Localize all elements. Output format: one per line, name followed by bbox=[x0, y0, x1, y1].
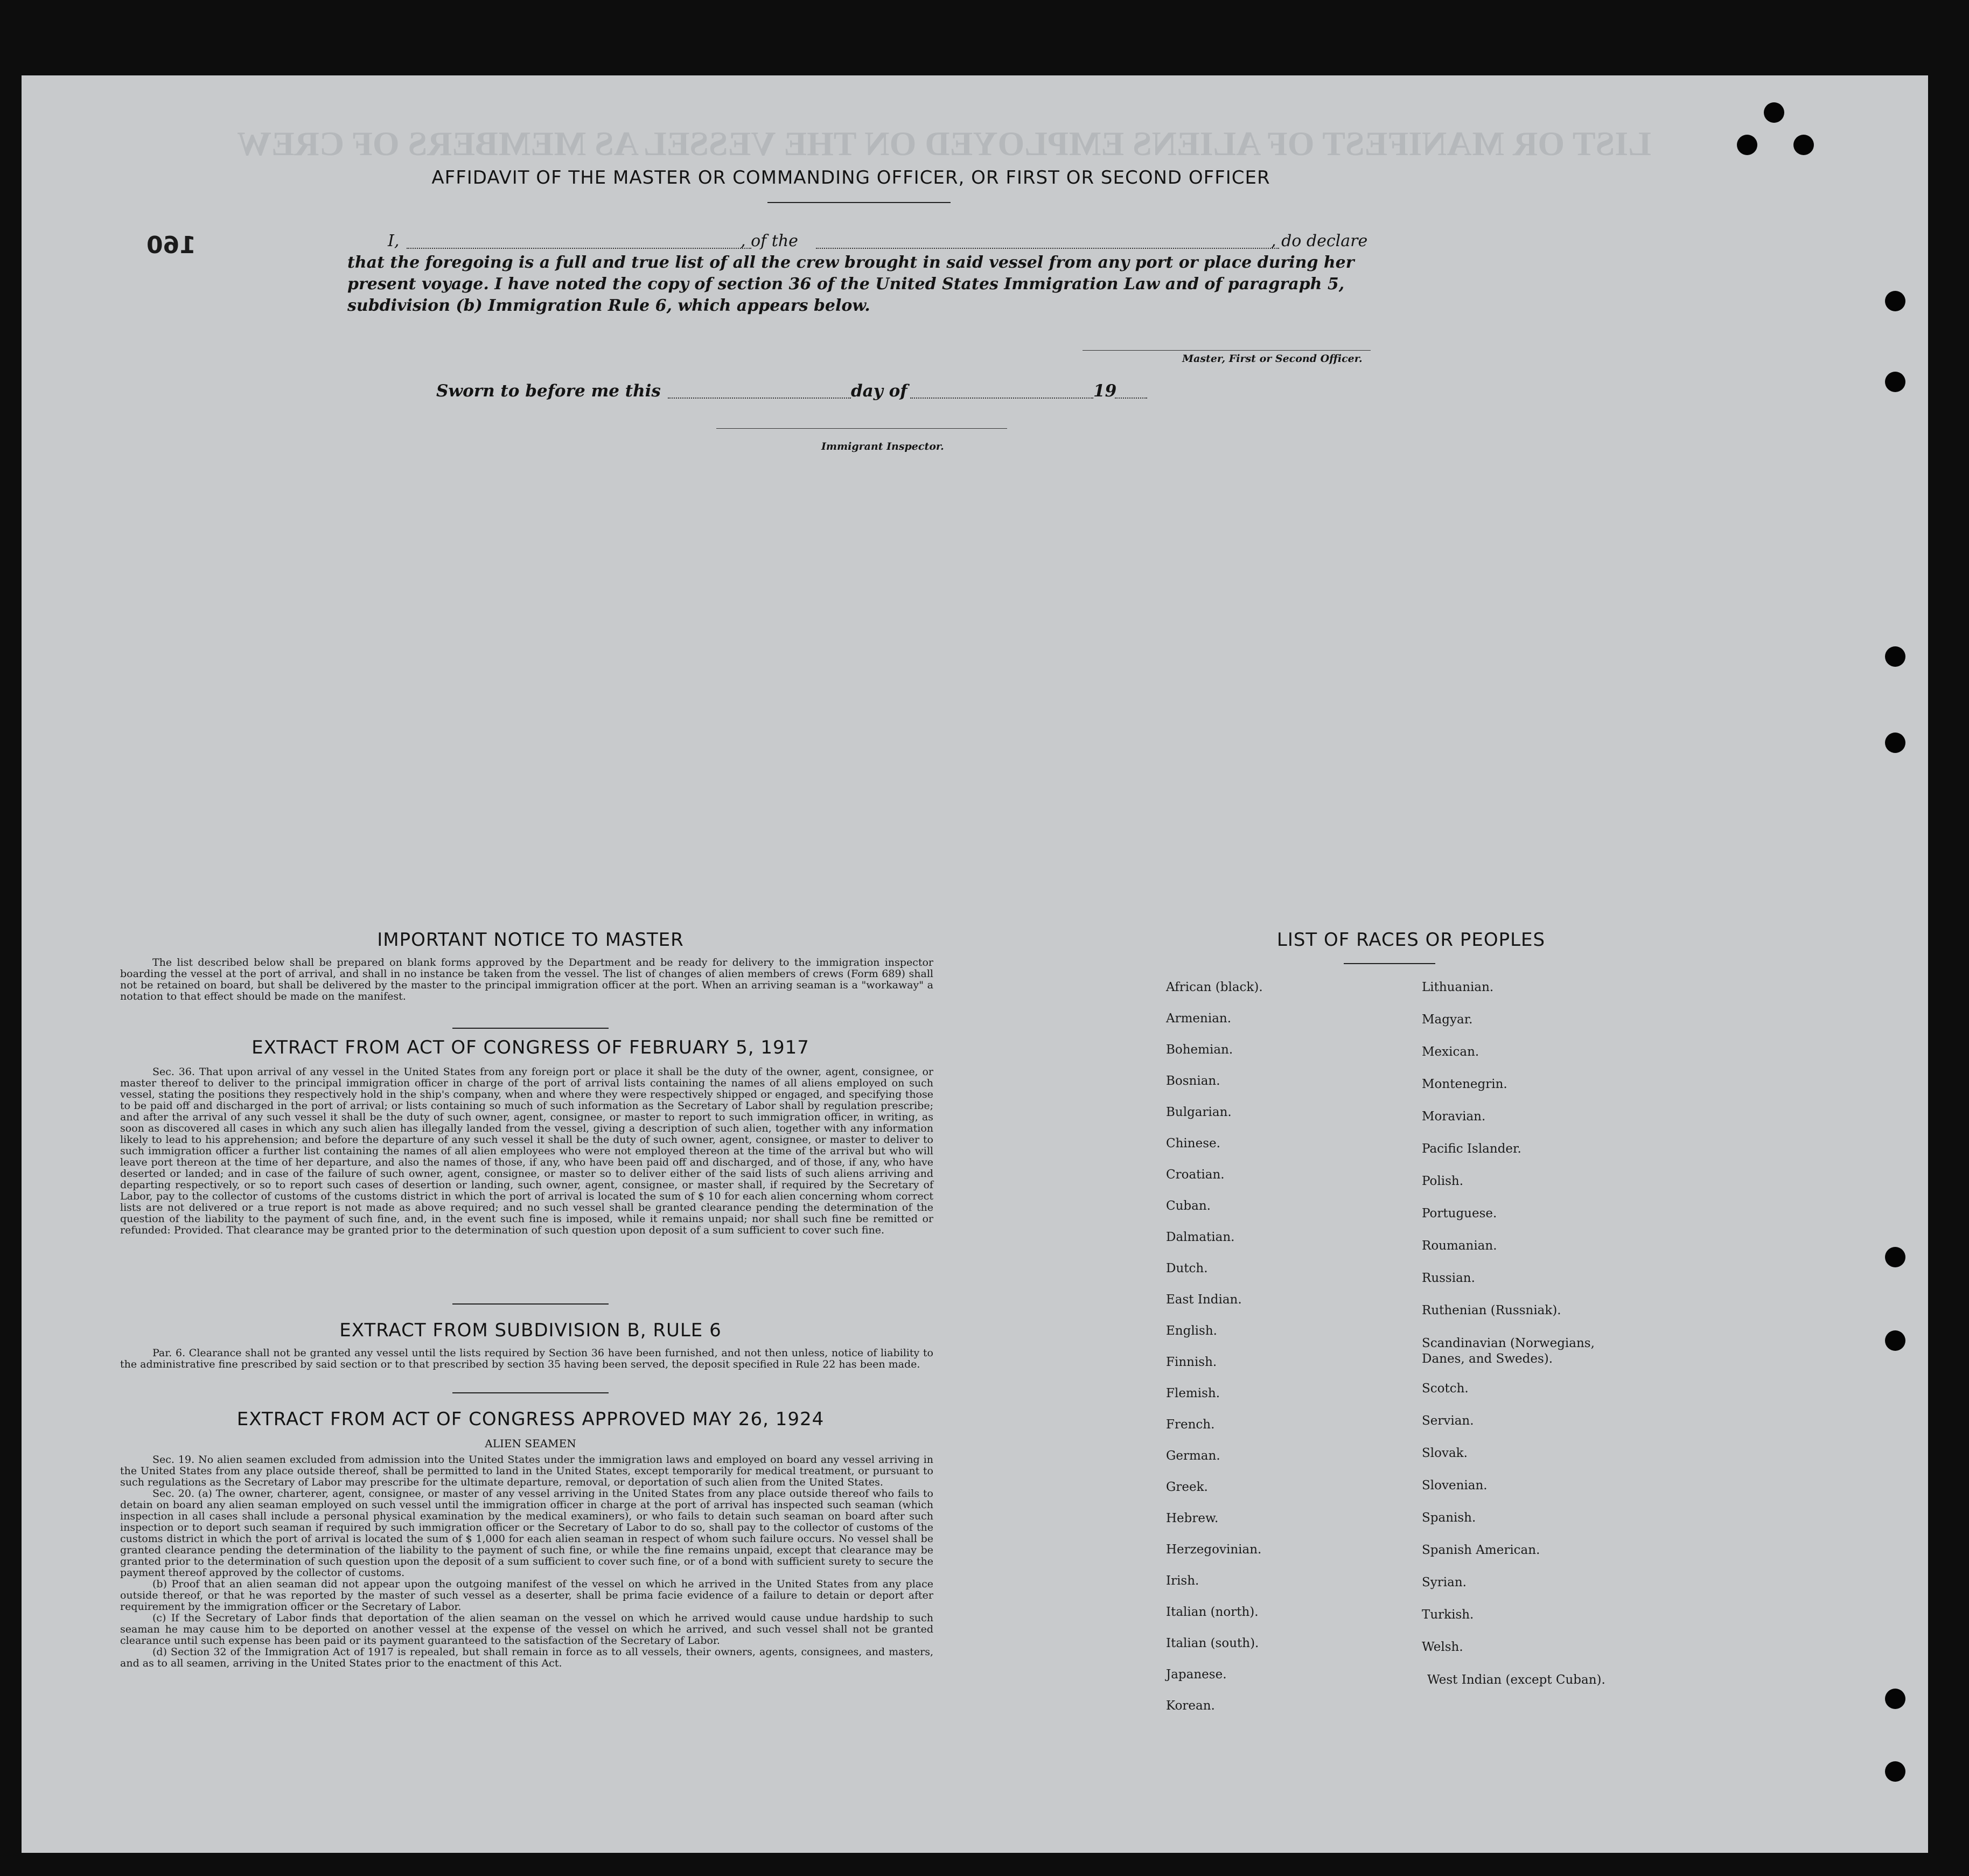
race-item: Russian. bbox=[1422, 1271, 1475, 1285]
affidavit-of-the-label: , of the bbox=[741, 232, 798, 250]
race-item: Bosnian. bbox=[1166, 1074, 1220, 1088]
race-item: Bohemian. bbox=[1166, 1043, 1233, 1057]
race-item: Syrian. bbox=[1422, 1575, 1467, 1589]
race-item: Japanese. bbox=[1166, 1668, 1227, 1682]
race-item: Turkish. bbox=[1422, 1608, 1474, 1622]
race-item: English. bbox=[1166, 1324, 1217, 1338]
race-item: Korean. bbox=[1166, 1699, 1215, 1713]
race-item: Portuguese. bbox=[1422, 1207, 1497, 1221]
day-of-label: day of bbox=[851, 381, 907, 401]
race-item: Servian. bbox=[1422, 1414, 1474, 1428]
race-item: Italian (north). bbox=[1166, 1605, 1259, 1619]
punch-hole bbox=[1737, 135, 1757, 155]
race-item: West Indian (except Cuban). bbox=[1427, 1673, 1605, 1687]
race-item: Irish. bbox=[1166, 1574, 1199, 1588]
race-item: Polish. bbox=[1422, 1174, 1464, 1188]
affidavit-i-label: I, bbox=[388, 232, 400, 250]
race-item: Mexican. bbox=[1422, 1045, 1479, 1059]
race-item: Dalmatian. bbox=[1166, 1230, 1235, 1244]
notice-heading: IMPORTANT NOTICE TO MASTER bbox=[377, 929, 684, 951]
race-item: Lithuanian. bbox=[1422, 980, 1494, 994]
notice-text: The list described below shall be prepared on blank forms approved by the Department and be ready for delivery to the immigration inspector boarding the vessel at the port of arrival, and shall in no instance be taken from the vessel. The list of changes of alien members of crews (Form 689) shall not be retained on board, but shall be delivered by the master to the principal immigration officer at the port. When an arriving seaman is a "workaway" a notation to that effect should be made on the manifest. bbox=[120, 957, 933, 1002]
race-item: Spanish American. bbox=[1422, 1543, 1540, 1557]
sworn-month-blank[interactable] bbox=[910, 397, 1093, 399]
race-item: Greek. bbox=[1166, 1480, 1208, 1494]
race-item: Bulgarian. bbox=[1166, 1105, 1232, 1119]
race-item: Finnish. bbox=[1166, 1355, 1217, 1369]
race-item: Armenian. bbox=[1166, 1012, 1232, 1026]
punch-hole bbox=[1764, 102, 1784, 123]
extract-rule6-text: Par. 6. Clearance shall not be granted any vessel until the lists required by Section 36 have been furnished, and not then unless, notice of liability to the administrative fine prescribed by said section or to that prescribed by section 35 having been served, the deposit specified in Rule 22 has been made. bbox=[120, 1347, 933, 1370]
race-item: Montenegrin. bbox=[1422, 1077, 1507, 1091]
extract-rule6-heading: EXTRACT FROM SUBDIVISION B, RULE 6 bbox=[339, 1320, 722, 1341]
page-number: 160 bbox=[146, 232, 196, 259]
extract-1917-divider bbox=[452, 1028, 609, 1029]
affidavit-line-1: that the foregoing is a full and true list of all the crew brought in said vessel from any port or place during her bbox=[347, 253, 1354, 272]
extract-1924-body bbox=[120, 1454, 933, 1669]
sec-20a-text: Sec. 20. (a) The owner, charterer, agent, consignee, or master of any vessel arriving in the United States from any place outside thereof who fails to detain on board any alien seaman employed on such vessel until the immigration officer in charge at the port of arrival has inspected such seaman (which inspection in all cases shall include a personal physical examination by the medical examiners), or who fails to detain such seaman on board after such inspection or to deport such seaman if required by such immigration officer or the Secretary of Labor to do so, shall pay to the collector of customs of the customs district in which the port of arrival is located the sum of $ 1,000 for each alien seaman in respect of whom such failure occurs. No vessel shall be granted clearance pending the determination of the liability to the payment of such fine, or while the fine remains unpaid, except that clearance may be granted prior to the determination of such question upon the deposit of a sum sufficient to cover such fine, or of a bond with sufficient surety to secure the payment thereof approved by the collector of customs. bbox=[120, 1488, 933, 1579]
sec-20b-text: (b) Proof that an alien seaman did not appear upon the outgoing manifest of the vessel on which he arrived in the United States from any place outside thereof, or that he was reported by the master of such vessel as a deserter, shall be prima facie evidence of a failure to detain or deport after requirement by the immigration officer or the Secretary of Labor. bbox=[120, 1578, 933, 1613]
punch-hole bbox=[1885, 1689, 1905, 1709]
master-signature-label: Master, First or Second Officer. bbox=[1182, 353, 1363, 365]
race-item: Magyar. bbox=[1422, 1013, 1473, 1027]
vessel-blank[interactable] bbox=[816, 248, 1279, 249]
extract-1917-text: Sec. 36. That upon arrival of any vessel in the United States from any foreign port or place it shall be the duty of the owner, agent, consignee, or master thereof to deliver to the principal immigration officer in charge of the port of arrival lists containing the names of all aliens employed on such vessel, stating the positions they respectively hold in the ship's company, when and where they were respectively shipped or engaged, and specifying those to be paid off and discharged in the port of arrival; or lists containing so much of such information as the Secretary of Labor shall by regulation prescribe; and after the arrival of any such vessel it shall be the duty of such owner, agent, consignee, or master to report to such immigration officer, in writing, as soon as discovered all cases in which any such alien has illegally landed from the vessel, giving a description of such alien, together with any information likely to lead to his apprehension; and before the departure of any such vessel it shall be the duty of such owner, agent, consignee, or master to deliver to such immigration officer a further list containing the names of all alien employees who were not employed thereon at the time of the arrival but who will leave port thereon at the time of her departure, and also the names of those, if any, who have been paid off and discharged, and of those, if any, who have deserted or landed; and in case of the failure of such owner, agent, consignee, or master so to deliver either of the said lists of such aliens arriving and departing respectively, or so to report such cases of desertion or landing, such owner, agent, consignee, or master shall, if required by the Secretary of Labor, pay to the collector of customs of the customs district in which the port of arrival is located the sum of $ 10 for each alien concerning whom correct lists are not delivered or a true report is not made as above required; and no such vessel shall be granted clearance pending the determination of the question of the liability to the payment of such fine, and, in the event such fine is imposed, while it remains unpaid; nor shall such fine be remitted or refunded: Provided. That clearance may be granted prior to the determination of such question upon deposit of a sum sufficient to cover such fine. bbox=[120, 1066, 933, 1236]
sec-20c-text: (c) If the Secretary of Labor finds that deportation of the alien seaman on the vessel on which he arrived would cause undue hardship to such seaman he may cause him to be deported on another vessel at the expense of the vessel on which he arrived, and such vessel shall not be granted clearance until such expense has been paid or its payment guaranteed to the satisfaction of the Secretary of Labor. bbox=[120, 1612, 933, 1647]
alien-seamen-subheading: ALIEN SEAMEN bbox=[485, 1437, 576, 1450]
race-item: French. bbox=[1166, 1418, 1215, 1432]
sworn-label: Sworn to before me this bbox=[436, 381, 661, 401]
race-item: Herzegovinian. bbox=[1166, 1543, 1262, 1557]
race-item: Scandinavian (Norwegians, Danes, and Swedes). bbox=[1422, 1336, 1595, 1366]
affidavit-title: AFFIDAVIT OF THE MASTER OR COMMANDING OFFICER, OR FIRST OR SECOND OFFICER bbox=[431, 167, 1270, 189]
race-item: Hebrew. bbox=[1166, 1511, 1219, 1525]
punch-hole bbox=[1885, 372, 1905, 392]
race-item: Flemish. bbox=[1166, 1386, 1220, 1400]
inspector-label: Immigrant Inspector. bbox=[821, 441, 944, 452]
extract-1924-heading: EXTRACT FROM ACT OF CONGRESS APPROVED MAY 26, 1924 bbox=[236, 1408, 825, 1430]
race-item: Scotch. bbox=[1422, 1382, 1469, 1396]
bleed-through-header: LIST OR MANIFEST OF ALIENS EMPLOYED ON THE VESSEL AS MEMBERS OF CREW bbox=[237, 124, 1651, 163]
race-item: Welsh. bbox=[1422, 1640, 1463, 1654]
race-item: Chinese. bbox=[1166, 1136, 1220, 1150]
punch-hole bbox=[1885, 1247, 1905, 1267]
race-item: Slovak. bbox=[1422, 1446, 1468, 1460]
rule-6-divider bbox=[452, 1303, 609, 1305]
race-item: Croatian. bbox=[1166, 1168, 1225, 1182]
race-item: East Indian. bbox=[1166, 1293, 1242, 1307]
race-item: German. bbox=[1166, 1449, 1220, 1463]
race-item: Dutch. bbox=[1166, 1261, 1208, 1275]
race-item: Roumanian. bbox=[1422, 1239, 1497, 1253]
master-signature-line[interactable] bbox=[1083, 350, 1371, 351]
race-item: Cuban. bbox=[1166, 1199, 1211, 1213]
affidavit-line-3: subdivision (b) Immigration Rule 6, which appears below. bbox=[347, 296, 870, 315]
sworn-day-blank[interactable] bbox=[668, 397, 851, 399]
punch-hole bbox=[1885, 1761, 1905, 1782]
sec-19-text: Sec. 19. No alien seamen excluded from admission into the United States under the immigration laws and employed on board any vessel arriving in the United States from any place outside thereof, shall be permitted to land in the United States, except temporarily for medical treatment, or pursuant to such regulations as the Secretary of Labor may prescribe for the ultimate departure, removal, or deportation of such alien from the United States. bbox=[120, 1454, 933, 1488]
punch-hole bbox=[1885, 291, 1905, 311]
punch-hole bbox=[1885, 646, 1905, 667]
manifest-page bbox=[22, 75, 1928, 1853]
extract-1924-divider bbox=[452, 1392, 609, 1393]
race-item: Moravian. bbox=[1422, 1110, 1486, 1124]
extract-1917-heading: EXTRACT FROM ACT OF CONGRESS OF FEBRUARY 5, 1917 bbox=[252, 1037, 809, 1058]
race-item: Ruthenian (Russniak). bbox=[1422, 1303, 1561, 1317]
name-blank[interactable] bbox=[407, 248, 751, 249]
punch-hole bbox=[1885, 733, 1905, 753]
race-item: Spanish. bbox=[1422, 1511, 1476, 1525]
race-item: Slovenian. bbox=[1422, 1479, 1488, 1493]
sec-20d-text: (d) Section 32 of the Immigration Act of 1917 is repealed, but shall remain in force as to all vessels, their owners, agents, consignees, and masters, and as to all seamen, arriving in the United States prior to the enactment of this Act. bbox=[120, 1646, 933, 1669]
punch-hole bbox=[1793, 135, 1814, 155]
punch-hole bbox=[1885, 1330, 1905, 1351]
affidavit-title-rule bbox=[767, 202, 951, 203]
affidavit-do-declare-label: , do declare bbox=[1271, 232, 1368, 250]
race-item: African (black). bbox=[1166, 980, 1263, 994]
races-heading: LIST OF RACES OR PEOPLES bbox=[1276, 929, 1546, 951]
year-label: 19 bbox=[1093, 381, 1117, 401]
sworn-year-blank[interactable] bbox=[1115, 397, 1147, 399]
races-heading-rule bbox=[1344, 963, 1435, 964]
inspector-signature-line[interactable] bbox=[716, 428, 1007, 429]
affidavit-line-2: present voyage. I have noted the copy of section 36 of the United States Immigration Law and of paragraph 5, bbox=[347, 275, 1345, 294]
race-item: Italian (south). bbox=[1166, 1636, 1259, 1650]
race-item: Pacific Islander. bbox=[1422, 1142, 1521, 1156]
